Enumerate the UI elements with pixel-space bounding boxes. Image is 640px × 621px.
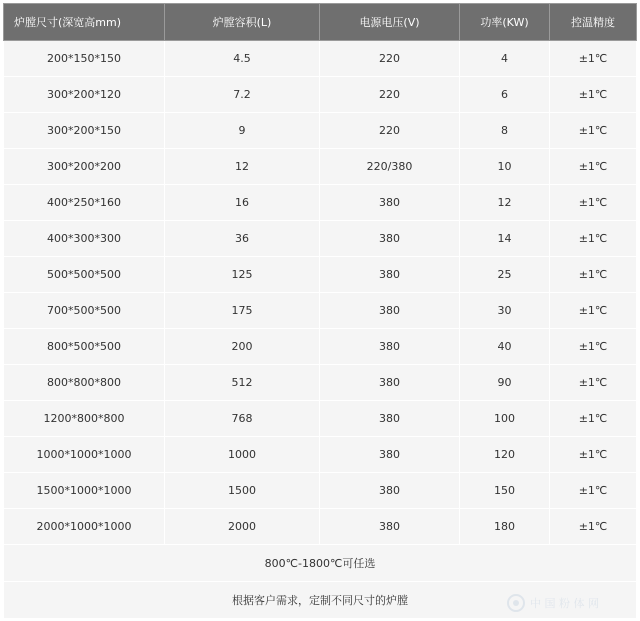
cell-accuracy: ±1℃: [550, 437, 637, 473]
cell-chamber-size: 300*200*150: [4, 113, 165, 149]
note-text: 800℃-1800℃可任选: [4, 545, 637, 582]
cell-chamber-size: 500*500*500: [4, 257, 165, 293]
cell-power: 25: [460, 257, 550, 293]
cell-accuracy: ±1℃: [550, 509, 637, 545]
cell-power: 30: [460, 293, 550, 329]
cell-volume: 125: [165, 257, 320, 293]
cell-chamber-size: 800*500*500: [4, 329, 165, 365]
cell-power: 150: [460, 473, 550, 509]
cell-voltage: 380: [320, 473, 460, 509]
cell-accuracy: ±1℃: [550, 473, 637, 509]
cell-volume: 768: [165, 401, 320, 437]
cell-chamber-size: 1200*800*800: [4, 401, 165, 437]
cell-volume: 175: [165, 293, 320, 329]
watermark-text: 中 国 粉 体 网: [530, 597, 599, 610]
cell-power: 90: [460, 365, 550, 401]
cell-chamber-size: 2000*1000*1000: [4, 509, 165, 545]
table-row: [4, 473, 637, 509]
cell-voltage: 380: [320, 509, 460, 545]
cell-accuracy: ±1℃: [550, 257, 637, 293]
cell-volume: 9: [165, 113, 320, 149]
cell-accuracy: ±1℃: [550, 185, 637, 221]
cell-accuracy: ±1℃: [550, 293, 637, 329]
table-row: [4, 41, 637, 77]
cell-power: 180: [460, 509, 550, 545]
table-row: [4, 185, 637, 221]
table-row: [4, 437, 637, 473]
cell-voltage: 380: [320, 293, 460, 329]
table-body: [4, 41, 637, 619]
cell-voltage: 220/380: [320, 149, 460, 185]
cell-chamber-size: 400*300*300: [4, 221, 165, 257]
cell-volume: 4.5: [165, 41, 320, 77]
spec-table: [3, 3, 637, 619]
cell-accuracy: ±1℃: [550, 329, 637, 365]
cell-volume: 12: [165, 149, 320, 185]
cell-voltage: 380: [320, 437, 460, 473]
cell-power: 8: [460, 113, 550, 149]
cell-power: 40: [460, 329, 550, 365]
header-volume: 炉膛容积(L): [165, 4, 320, 41]
cell-voltage: 380: [320, 221, 460, 257]
cell-volume: 1500: [165, 473, 320, 509]
cell-volume: 1000: [165, 437, 320, 473]
cell-voltage: 380: [320, 185, 460, 221]
cell-volume: 512: [165, 365, 320, 401]
cell-accuracy: ±1℃: [550, 149, 637, 185]
header-voltage: 电源电压(V): [320, 4, 460, 41]
note-row: [4, 545, 637, 582]
cell-voltage: 380: [320, 257, 460, 293]
table-row: [4, 293, 637, 329]
cell-accuracy: ±1℃: [550, 401, 637, 437]
cell-power: 120: [460, 437, 550, 473]
table-row: [4, 149, 637, 185]
cell-volume: 36: [165, 221, 320, 257]
cell-accuracy: ±1℃: [550, 77, 637, 113]
cell-voltage: 220: [320, 77, 460, 113]
header-row: [4, 4, 637, 41]
table-row: [4, 509, 637, 545]
cell-voltage: 380: [320, 401, 460, 437]
cell-power: 10: [460, 149, 550, 185]
cell-power: 12: [460, 185, 550, 221]
cell-chamber-size: 800*800*800: [4, 365, 165, 401]
cell-accuracy: ±1℃: [550, 113, 637, 149]
cell-volume: 7.2: [165, 77, 320, 113]
header-chamber-size: 炉膛尺寸(深宽高mm): [4, 4, 165, 41]
table-row: [4, 221, 637, 257]
cell-accuracy: ±1℃: [550, 41, 637, 77]
note-text: 根据客户需求，定制不同尺寸的炉膛: [4, 582, 637, 619]
table-row: [4, 401, 637, 437]
cell-accuracy: ±1℃: [550, 221, 637, 257]
cell-chamber-size: 400*250*160: [4, 185, 165, 221]
cell-power: 4: [460, 41, 550, 77]
cell-volume: 200: [165, 329, 320, 365]
cell-chamber-size: 200*150*150: [4, 41, 165, 77]
cell-power: 6: [460, 77, 550, 113]
cell-voltage: 380: [320, 329, 460, 365]
cell-chamber-size: 300*200*120: [4, 77, 165, 113]
table-row: [4, 365, 637, 401]
cell-accuracy: ±1℃: [550, 365, 637, 401]
cell-voltage: 220: [320, 41, 460, 77]
table-row: [4, 113, 637, 149]
header-power: 功率(KW): [460, 4, 550, 41]
cell-voltage: 380: [320, 365, 460, 401]
table-row: [4, 77, 637, 113]
cell-power: 14: [460, 221, 550, 257]
cell-volume: 16: [165, 185, 320, 221]
cell-voltage: 220: [320, 113, 460, 149]
cell-volume: 2000: [165, 509, 320, 545]
cell-chamber-size: 1500*1000*1000: [4, 473, 165, 509]
cell-power: 100: [460, 401, 550, 437]
table-row: [4, 329, 637, 365]
watermark-logo: [506, 591, 632, 615]
cell-chamber-size: 300*200*200: [4, 149, 165, 185]
header-accuracy: 控温精度: [550, 4, 637, 41]
cell-chamber-size: 1000*1000*1000: [4, 437, 165, 473]
table-row: [4, 257, 637, 293]
cell-chamber-size: 700*500*500: [4, 293, 165, 329]
